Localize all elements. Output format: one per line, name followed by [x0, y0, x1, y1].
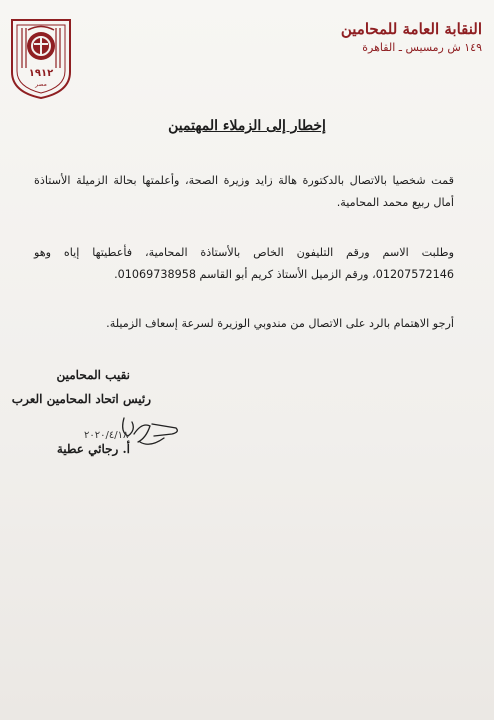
- logo-year: ١٩١٢: [28, 68, 54, 79]
- organization-address: ١٤٩ ش رمسيس ـ القاهرة: [362, 41, 482, 54]
- signatory-name: أ. رجائي عطية: [56, 442, 130, 456]
- letter-paragraph: أرجو الاهتمام بالرد على الاتصال من مندوبي الوزيرة لسرعة إسعاف الزميلة.: [106, 317, 454, 330]
- bar-association-logo: [8, 14, 74, 100]
- logo-country: مصر: [35, 81, 47, 88]
- letter-paragraph: قمت شخصيا بالاتصال بالدكتورة هالة زايد وزيرة الصحة، وأعلمتها بحالة الزميلة الأستاذة أمال ربيع محمد المحامية.: [34, 174, 454, 209]
- signatory-subtitle: رئيس اتحاد المحامين العرب: [11, 392, 151, 406]
- signature-date: ٢٠٢٠/٤/١٨: [84, 430, 129, 441]
- letter-subject: إخطار إلى الزملاء المهتمين: [168, 118, 326, 134]
- signatory-title: نقيب المحامين: [56, 368, 130, 382]
- letter-paragraph: وطلبت الاسم ورقم التليفون الخاص بالأستاذة المحامية، فأعطيتها إياه وهو 01207572146، ورقم الزميل الأستاذ كريم أبو القاسم 01069738958.: [34, 246, 454, 281]
- organization-name: النقابة العامة للمحامين: [340, 20, 482, 38]
- letterhead: [292, 20, 482, 55]
